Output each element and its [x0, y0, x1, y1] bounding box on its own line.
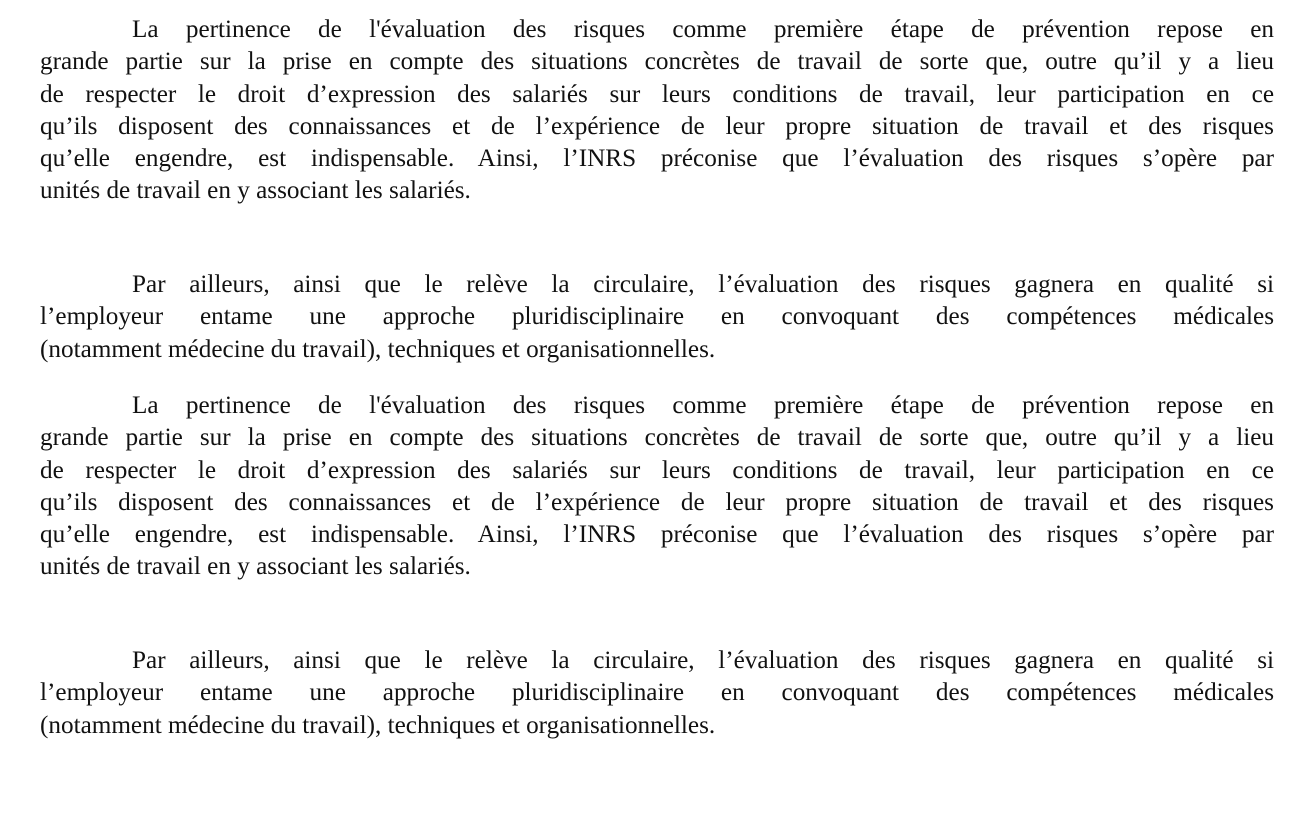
paragraph-line: Par ailleurs, ainsi que le relève la circulaire, l’évaluation des risques gagnera en qualité si — [132, 271, 1274, 298]
paragraph-line: La pertinence de l'évaluation des risques comme première étape de prévention repose en — [132, 392, 1274, 419]
paragraph-line: unités de travail en y associant les salariés. — [40, 177, 471, 205]
paragraph-line: Par ailleurs, ainsi que le relève la circulaire, l’évaluation des risques gagnera en qualité si — [132, 647, 1274, 674]
paragraph-line: grande partie sur la prise en compte des situations concrètes de travail de sorte que, outre qu’il y a lieu — [40, 424, 1274, 452]
paragraph-line: qu’elle engendre, est indispensable. Ainsi, l’INRS préconise que l’évaluation des risques s’opère par — [40, 145, 1274, 173]
paragraph-line: (notamment médecine du travail), techniques et organisationnelles. — [40, 335, 716, 363]
paragraph-circulaire — [40, 269, 1274, 366]
paragraph-line: l’employeur entame une approche pluridisciplinaire en convoquant des compétences médicales — [40, 679, 1274, 707]
paragraph-risk-assessment-repeat — [40, 390, 1274, 584]
paragraph-line: l’employeur entame une approche pluridisciplinaire en convoquant des compétences médicales — [40, 303, 1274, 331]
paragraph-circulaire-repeat — [40, 645, 1274, 742]
paragraph-line: (notamment médecine du travail), techniques et organisationnelles. — [40, 711, 716, 739]
paragraph-line: grande partie sur la prise en compte des situations concrètes de travail de sorte que, outre qu’il y a lieu — [40, 48, 1274, 76]
paragraph-line: de respecter le droit d’expression des salariés sur leurs conditions de travail, leur participation en ce — [40, 80, 1274, 108]
paragraph-line: unités de travail en y associant les salariés. — [40, 553, 471, 581]
paragraph-line: qu’elle engendre, est indispensable. Ainsi, l’INRS préconise que l’évaluation des risques s’opère par — [40, 521, 1274, 549]
paragraph-line: La pertinence de l'évaluation des risques comme première étape de prévention repose en — [132, 16, 1274, 43]
paragraph-line: qu’ils disposent des connaissances et de l’expérience de leur propre situation de travail et des risques — [40, 488, 1274, 516]
paragraph-risk-assessment — [40, 14, 1274, 208]
paragraph-line: qu’ils disposent des connaissances et de l’expérience de leur propre situation de travail et des risques — [40, 112, 1274, 140]
paragraph-line: de respecter le droit d’expression des salariés sur leurs conditions de travail, leur participation en ce — [40, 456, 1274, 484]
